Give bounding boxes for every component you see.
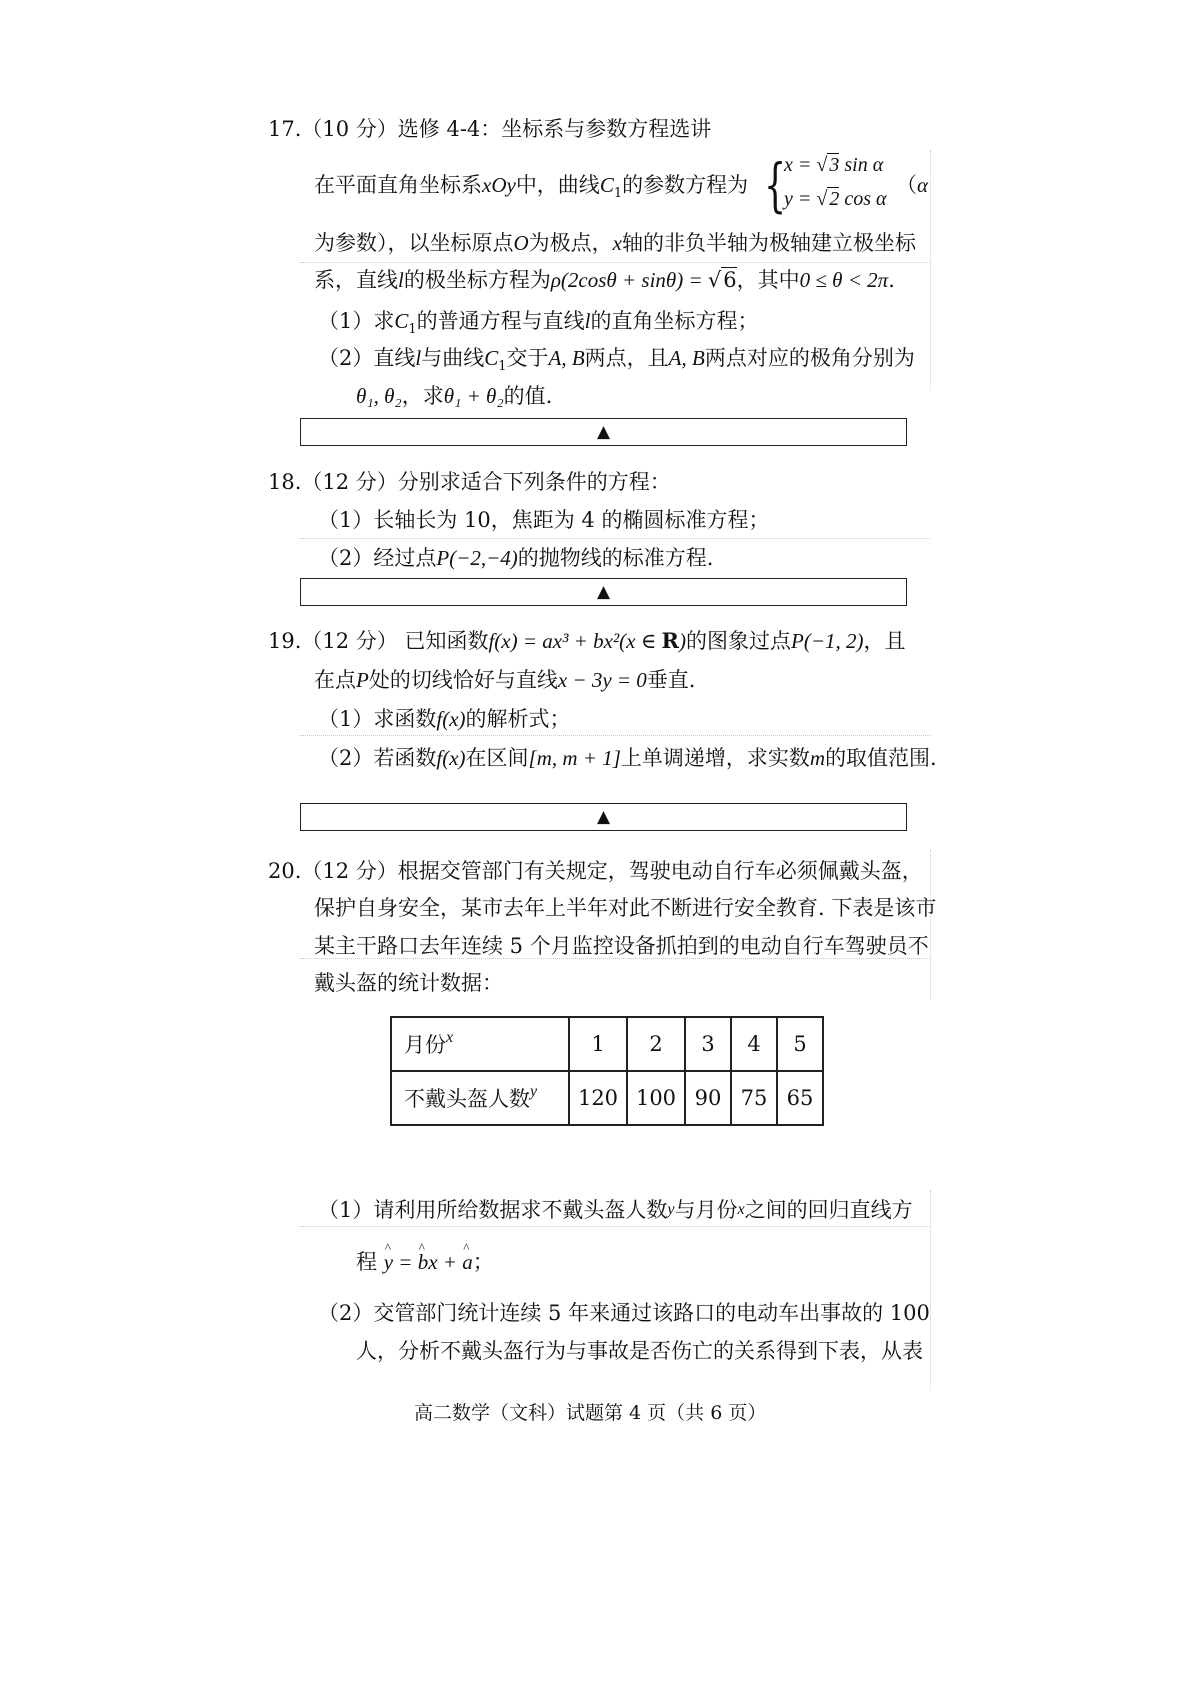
q17-part2: （2）直线l与曲线$C_1$交于A, B两点，且A, B两点对应的极角分别为	[318, 346, 915, 375]
table-cell: 65	[777, 1071, 823, 1125]
q19-line2: 在点P处的切线恰好与直线x − 3y = 0垂直.	[314, 668, 696, 692]
q20-line2: 保护自身安全，某市去年上半年对此不断进行安全教育. 下表是该市	[314, 896, 937, 920]
dotted-rule	[300, 538, 930, 539]
q17-line3: 系，直线l的极坐标方程为ρ(2cosθ + sinθ) = √6，其中0 ≤ θ < 2π.	[314, 268, 895, 292]
helmet-data-table	[390, 1016, 824, 1126]
q20-line4: 戴头盔的统计数据：	[314, 971, 503, 995]
q17-header: 17.（10 分）选修 4-4：坐标系与参数方程选讲	[268, 117, 712, 141]
table-cell: 90	[685, 1071, 731, 1125]
dotted-rule	[300, 262, 930, 263]
table-row	[391, 1071, 823, 1125]
q20-part1-cont: 程 ^ y = ^ bx + ^ a；	[356, 1247, 494, 1277]
q18-part2: （2）经过点P(−2,−4)的抛物线的标准方程.	[318, 546, 714, 570]
q20-line1: 20.（12 分）根据交管部门有关规定，驾驶电动自行车必须佩戴头盔，	[268, 859, 923, 883]
q17-part1: （1）求$C_1$的普通方程与直线l的直角坐标方程；	[318, 309, 759, 338]
table-cell: 75	[731, 1071, 777, 1125]
table-cell: 5	[777, 1017, 823, 1071]
dotted-rule	[930, 850, 931, 1000]
table-cell: 4	[731, 1017, 777, 1071]
dotted-rule	[300, 1226, 930, 1227]
q17-part2-cont: θ₁, θ₂，求θ₁ + θ₂的值.	[356, 384, 553, 408]
q17-answer-box: ▲	[300, 418, 907, 446]
table-cell: 2	[627, 1017, 685, 1071]
page-footer: 高二数学（文科）试题第 4 页（共 6 页）	[414, 1402, 767, 1424]
q17-parametric-system: { x = √ 3 sin α y = √ 2 cos α	[764, 151, 887, 219]
q18-part1: （1）长轴长为 10，焦距为 4 的椭圆标准方程；	[318, 508, 770, 532]
q18-header: 18.（12 分）分别求适合下列条件的方程：	[268, 470, 671, 494]
q20-part2: （2）交管部门统计连续 5 年来通过该路口的电动车出事故的 100	[318, 1301, 930, 1325]
table-header-count: 不戴头盔人数$^y$	[391, 1071, 569, 1125]
table-header-month: 月份$^x$	[391, 1017, 569, 1071]
q17-alpha-paren: （α	[896, 173, 929, 197]
dotted-rule	[930, 150, 931, 390]
table-cell: 3	[685, 1017, 731, 1071]
q20-part2-cont: 人，分析不戴头盔行为与事故是否伤亡的关系得到下表，从表	[356, 1339, 923, 1363]
table-cell: 120	[569, 1071, 627, 1125]
dotted-rule	[930, 1190, 931, 1390]
table-row	[391, 1017, 823, 1071]
q19-part1: （1）求函数f(x)的解析式；	[318, 707, 571, 731]
q19-part2: （2）若函数f(x)在区间[m, m + 1]上单调递增，求实数m的取值范围.	[318, 746, 937, 770]
q17-intro: 在平面直角坐标系xOy中，曲线$C_1$的参数方程为	[314, 173, 749, 202]
q20-line3: 某主干路口去年连续 5 个月监控设备抓拍到的电动自行车驾驶员不	[314, 934, 929, 958]
q20-part1: （1）请利用所给数据求不戴头盔人数$^y$与月份$^x$之间的回归直线方	[318, 1198, 913, 1222]
q19-header: 19.（12 分） 已知函数f(x) = ax³ + bx²(x ∈ R)的图象过点P(−1, 2)，且	[268, 628, 906, 653]
q18-answer-box: ▲	[300, 578, 907, 606]
table-cell: 100	[627, 1071, 685, 1125]
table-cell: 1	[569, 1017, 627, 1071]
dotted-rule	[300, 735, 930, 736]
q19-answer-box: ▲	[300, 803, 907, 831]
q17-line2: 为参数），以坐标原点O为极点，x轴的非负半轴为极轴建立极坐标	[314, 231, 916, 255]
